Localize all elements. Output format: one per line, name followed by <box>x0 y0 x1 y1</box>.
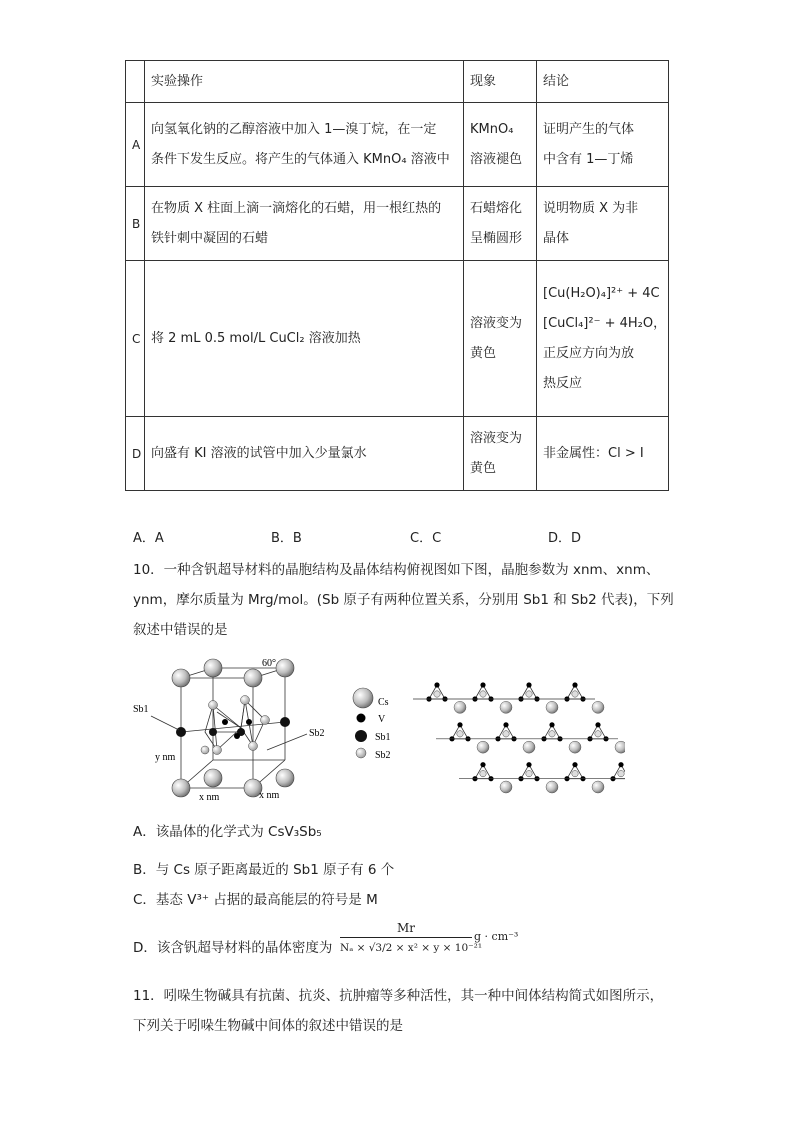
table-row <box>126 103 669 187</box>
lattice-v-atom <box>480 682 485 687</box>
header-label-cell <box>126 61 145 103</box>
row-conclusion <box>537 261 669 417</box>
lattice-cs-atom <box>546 701 558 713</box>
q10-option-a[interactable]: A．该晶体的化学式为 CsV₃Sb₅ <box>133 824 322 840</box>
x-dimension-label-1: x nm <box>199 792 220 803</box>
legend-v-marker <box>357 714 366 723</box>
legend-sb2-label: Sb2 <box>375 750 391 761</box>
lattice-cs-atom <box>592 701 604 713</box>
sb1-label: Sb1 <box>133 704 149 715</box>
lattice-sb2-atom <box>595 731 601 737</box>
conclusion-line: 中含有 1—丁烯 <box>543 151 634 167</box>
row-conclusion <box>537 103 669 187</box>
lattice-sb2-atom <box>526 770 532 776</box>
option-d-prefix: D．该含钒超导材料的晶体密度为 <box>133 940 333 956</box>
q10-stem-line3: 叙述中错误的是 <box>133 622 228 638</box>
row-operation <box>145 187 464 261</box>
lattice-v-atom <box>549 722 554 727</box>
q9-option-a[interactable]: A．A <box>133 531 164 546</box>
phenomenon-line: 黄色 <box>470 345 497 361</box>
legend-sb1-marker <box>355 730 367 742</box>
lattice-sb2-atom <box>549 731 555 737</box>
x-dimension-label-2: x nm <box>259 790 280 801</box>
row-label: D <box>126 417 145 491</box>
density-fraction <box>340 920 483 956</box>
q10-stem-line2: ynm，摩尔质量为 Mrg/mol。(Sb 原子有两种位置关系，分别用 Sb1 和 Sb2 代表)，下列 <box>133 592 674 608</box>
q10-option-c[interactable]: C．基态 V³⁺ 占据的最高能层的符号是 M <box>133 892 378 908</box>
header-operation: 实验操作 <box>145 61 464 103</box>
row-phenomenon <box>464 261 537 417</box>
q11-stem-line1: 11．吲哚生物碱具有抗菌、抗炎、抗肿瘤等多种活性，其一种中间体结构简式如图所示， <box>133 988 664 1004</box>
lattice-sb2-atom <box>572 770 578 776</box>
lattice-v-atom <box>618 762 623 767</box>
lattice-cs-atom <box>500 701 512 713</box>
table-row <box>126 417 669 491</box>
lattice-cs-atom <box>615 741 625 753</box>
lattice-cs-atom <box>546 781 558 793</box>
conclusion-line: 证明产生的气体 <box>543 121 635 137</box>
legend-sb2-marker <box>356 748 366 758</box>
row-conclusion <box>537 187 669 261</box>
conclusion-line: 热反应 <box>543 375 583 391</box>
lattice-v-atom <box>572 682 577 687</box>
row-phenomenon <box>464 187 537 261</box>
operation-line: 向氢氧化钠的乙醇溶液中加入 1—溴丁烷，在一定 <box>151 121 437 137</box>
fraction-denominator: Nₐ × √3/2 × x² × y × 10⁻²¹ <box>340 942 483 954</box>
lattice-cs-atom <box>592 781 604 793</box>
table-row <box>126 187 669 261</box>
header-conclusion: 结论 <box>537 61 669 103</box>
unit-cell-drawing <box>181 668 285 788</box>
lattice-sb2-atom <box>457 731 463 737</box>
header-phenomenon: 现象 <box>464 61 537 103</box>
density-unit: g · cm⁻³ <box>474 930 519 943</box>
lattice-v-atom <box>526 762 531 767</box>
row-phenomenon <box>464 103 537 187</box>
table-header-row <box>126 61 669 103</box>
conclusion-line: 晶体 <box>543 230 570 246</box>
lattice-sb2-atom <box>503 731 509 737</box>
conclusion-line: [CuCl₄]²⁻ + 4H₂O， <box>543 315 667 331</box>
phenomenon-line: 溶液变为 <box>470 315 523 331</box>
phenomenon-line: 溶液褪色 <box>470 151 523 167</box>
q9-option-b[interactable]: B．B <box>271 531 302 546</box>
row-operation: 将 2 mL 0.5 mol/L CuCl₂ 溶液加热 <box>145 261 464 417</box>
q10-option-b[interactable]: B．与 Cs 原子距离最近的 Sb1 原子有 6 个 <box>133 862 395 878</box>
legend-v-label: V <box>378 714 386 725</box>
conclusion-line: [Cu(H₂O)₄]²⁺ + 4C <box>543 285 660 301</box>
row-phenomenon <box>464 417 537 491</box>
legend <box>353 688 391 761</box>
lattice-v-atom <box>526 682 531 687</box>
lattice-v-atom <box>572 762 577 767</box>
sb2-atoms <box>201 696 270 755</box>
v-atoms <box>222 719 252 739</box>
phenomenon-line: 呈椭圆形 <box>470 230 523 246</box>
angle-label: 60° <box>262 658 276 669</box>
crystal-structure-figure <box>125 650 625 810</box>
lattice-sb2-atom <box>480 770 486 776</box>
operation-line: 铁针刺中凝固的石蜡 <box>151 230 269 246</box>
legend-cs-label: Cs <box>378 697 389 708</box>
operation-line: 条件下发生反应。将产生的气体通入 KMnO₄ 溶液中 <box>151 151 450 167</box>
lattice-sb2-atom <box>480 691 486 697</box>
table-row <box>126 261 669 417</box>
lattice-sb2-atom <box>434 691 440 697</box>
lattice-cs-atom <box>477 741 489 753</box>
phenomenon-line: 溶液变为 <box>470 430 523 446</box>
lattice-cs-atom <box>454 701 466 713</box>
conclusion-line: 正反应方向为放 <box>543 345 635 361</box>
top-view-lattice <box>413 682 625 793</box>
phenomenon-line: 石蜡熔化 <box>470 200 523 216</box>
lattice-v-atom <box>503 722 508 727</box>
lattice-cs-atom <box>523 741 535 753</box>
lattice-sb2-atom <box>526 691 532 697</box>
row-operation <box>145 103 464 187</box>
lattice-cs-atom <box>569 741 581 753</box>
lattice-v-atom <box>480 762 485 767</box>
lattice-v-atom <box>457 722 462 727</box>
legend-sb1-label: Sb1 <box>375 732 391 743</box>
q9-option-d[interactable]: D．D <box>548 531 582 546</box>
lattice-sb2-atom <box>572 691 578 697</box>
row-label: C <box>126 261 145 417</box>
phenomenon-line: 黄色 <box>470 460 497 476</box>
q10-stem-line1: 10．一种含钒超导材料的晶胞结构及晶体结构俯视图如下图，晶胞参数为 xnm、xnm、 <box>133 562 660 578</box>
sb2-label: Sb2 <box>309 728 325 739</box>
lattice-v-atom <box>434 682 439 687</box>
phenomenon-line: KMnO₄ <box>470 121 514 137</box>
cs-atoms <box>172 659 294 797</box>
row-label: B <box>126 187 145 261</box>
q9-option-c[interactable]: C．C <box>410 531 442 546</box>
q10-option-d[interactable] <box>133 934 332 963</box>
legend-cs-marker <box>353 688 373 708</box>
row-label: A <box>126 103 145 187</box>
operation-line: 在物质 X 柱面上滴一滴熔化的石蜡，用一根红热的 <box>151 200 442 216</box>
lattice-sb2-atom <box>618 770 624 776</box>
y-dimension-label: y nm <box>155 752 176 763</box>
experiment-table <box>125 60 669 491</box>
q11-stem-line2: 下列关于吲哚生物碱中间体的叙述中错误的是 <box>133 1018 403 1034</box>
row-operation: 向盛有 KI 溶液的试管中加入少量氯水 <box>145 417 464 491</box>
lattice-v-atom <box>595 722 600 727</box>
conclusion-line: 说明物质 X 为非 <box>543 200 639 216</box>
fraction-numerator: Mr <box>396 921 416 935</box>
lattice-cs-atom <box>500 781 512 793</box>
row-conclusion: 非金属性：Cl > I <box>537 417 669 491</box>
